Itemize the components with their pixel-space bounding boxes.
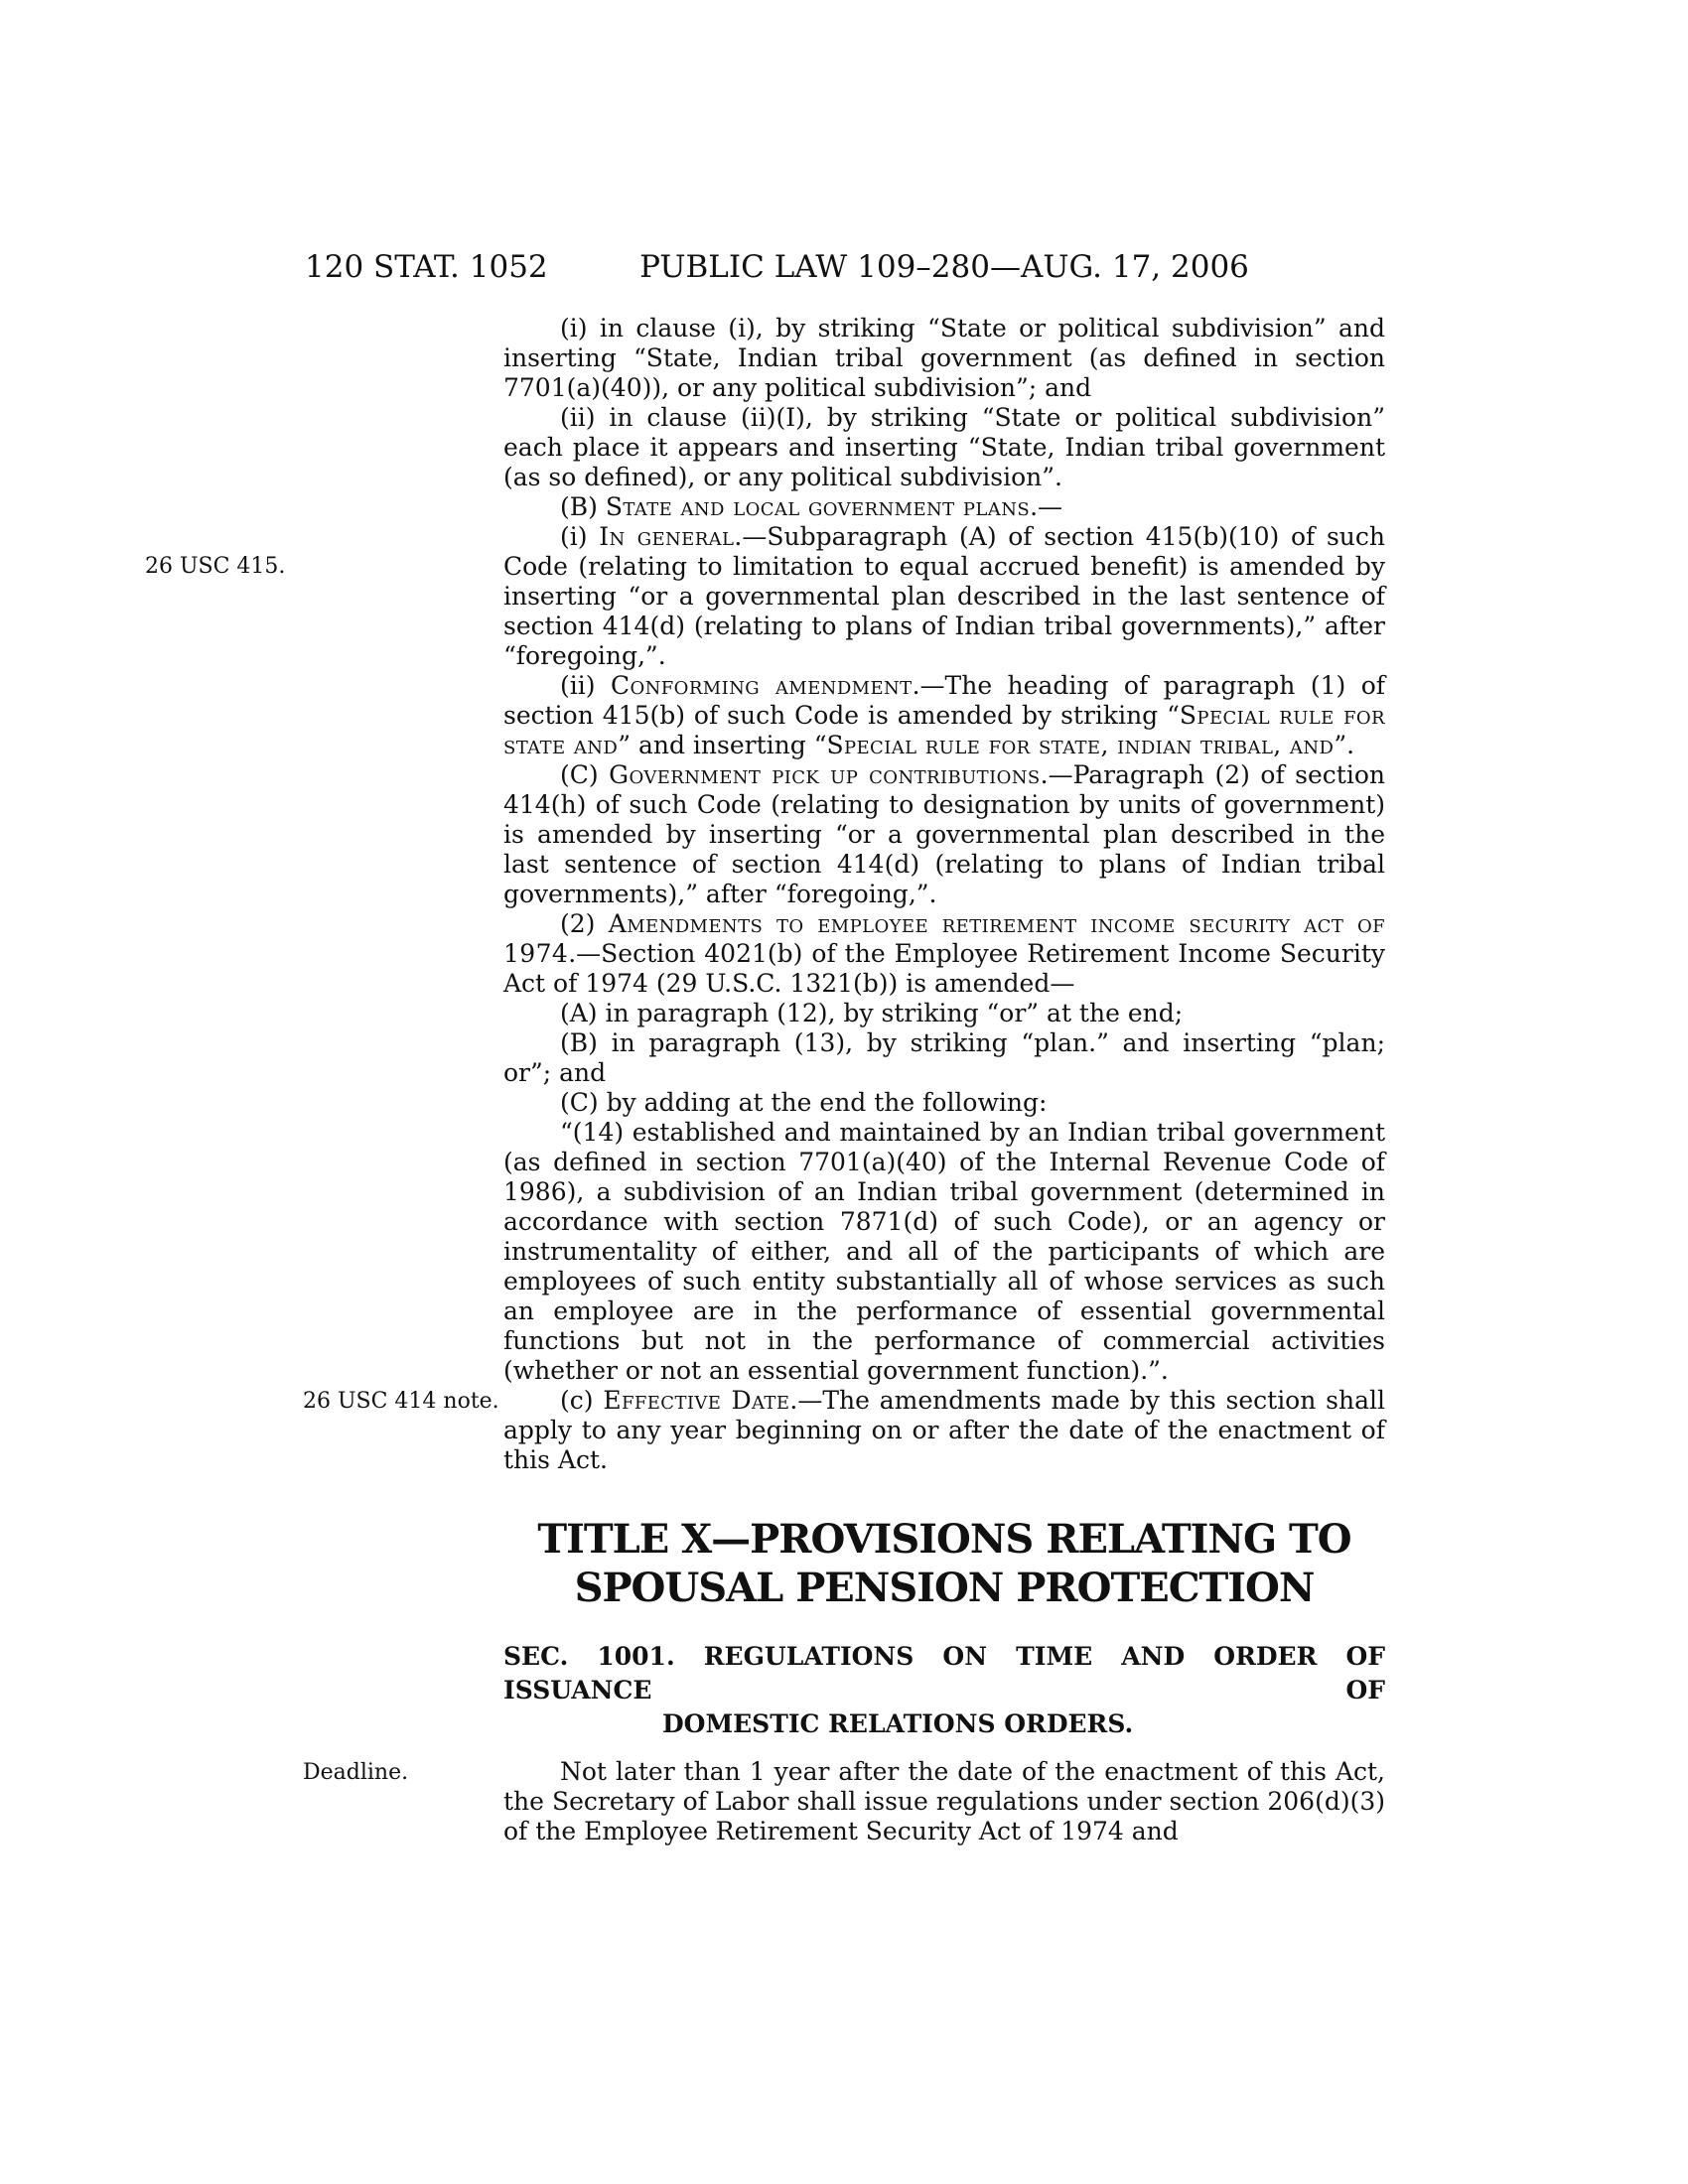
paragraph-text: .—Section 4021(b) of the Employee Retirement Income Security Act of 1974 (29 U.S.C. 1321(b)) is amended—	[503, 939, 1385, 998]
sec-1001-heading-line1: SEC. 1001. REGULATIONS ON TIME AND ORDER OF ISSUANCE OF	[503, 1642, 1385, 1705]
clause-text: .—Subparagraph (A) of section 415(b)(10) of such Code (relating to limitation to equal accrued benefit) is amended by inserting “or a governmental plan described in the last sentence of section 414(d) (relating to plans of Indian tribal governments),” after “foregoing,”.	[503, 522, 1385, 670]
subparagraph-caption: State and local government plans	[605, 492, 1031, 521]
clause-text: (i) in clause (i), by striking “State or political subdivision” and inserting “State, Indian tribal government (as defined in section 7701(a)(40)), or any political subdivision”; and	[503, 314, 1385, 402]
title-x-heading-line2: SPOUSAL PENSION PROTECTION	[574, 1565, 1315, 1611]
subparagraph-label: (C)	[560, 760, 610, 789]
subsection-caption: Effective Date	[603, 1386, 790, 1415]
subsection-text: .—The amendments made by this section shall apply to any year beginning on or after the date of the enactment of this Act.	[503, 1386, 1385, 1474]
clause-ii-conforming-amendment	[503, 671, 1385, 760]
clause-text: (ii) in clause (ii)(I), by striking “State or political subdivision” each place it appears and inserting “State, Indian tribal government (as so defined), or any political subdivision”.	[503, 403, 1385, 491]
clause-label: (i)	[560, 522, 600, 551]
section-body-text: Not later than 1 year after the date of the enactment of this Act, the Secretary of Labor shall issue regulations under section 206(d)(3) of the Employee Retirement Security Act of 1974 and	[503, 1757, 1385, 1845]
clause-label: (ii)	[560, 671, 611, 700]
margin-note-usc-414-note: 26 USC 414 note.	[303, 1389, 499, 1414]
subsection-c-effective-date	[303, 1386, 1385, 1475]
paragraph-2-erisa-amendments	[503, 909, 1385, 999]
page-header-stat-number: 120 STAT. 1052	[305, 249, 548, 285]
subparagraph-b-striking-plan	[503, 1028, 1385, 1088]
subparagraph-text: .—Paragraph (2) of section 414(h) of such Code (relating to designation by units of government) is amended by inserting “or a governmental plan described in the last sentence of section 414(d) (relating to plans of Indian tribal governments),” after “foregoing,”.	[503, 760, 1386, 908]
margin-note-deadline: Deadline.	[303, 1760, 409, 1785]
title-x-heading-line1: TITLE X—PROVISIONS RELATING TO	[537, 1516, 1351, 1563]
quoted-text: “(14) established and maintained by an Indian tribal government (as defined in section 7701(a)(40) of the Internal Revenue Code of 1986), a subdivision of an Indian tribal government (determined in accordance with section 7871(d) of such Code), or an agency or instrumentality of either, and all of the participants of which are employees of such entity substantially all of whose services as such an employee are in the performance of essential governmental functions but not in the performance of commercial activities (whether or not an essential government function).”.	[503, 1118, 1385, 1385]
quoted-heading-old: Special rule for state and	[503, 701, 1386, 759]
sec-1001-heading	[503, 1640, 1385, 1741]
subparagraph-label: (B)	[560, 492, 606, 521]
clause-text: ” and inserting “	[618, 731, 827, 759]
paragraph-caption: Amendments to employee retirement income security act of 1974	[503, 909, 1385, 968]
subparagraph-c-adding-following	[503, 1088, 1385, 1118]
paragraph-label: (2)	[560, 909, 609, 938]
page-header-law-title: PUBLIC LAW 109–280—AUG. 17, 2006	[639, 249, 1249, 285]
clause-caption: In general	[599, 522, 735, 551]
sec-1001-heading-line2: DOMESTIC RELATIONS ORDERS.	[662, 1709, 1134, 1738]
subparagraph-c-pickup-contributions	[503, 760, 1385, 909]
subparagraph-caption: Government pick up contributions	[609, 760, 1041, 789]
title-x-heading	[503, 1515, 1385, 1612]
quoted-paragraph-14	[503, 1118, 1385, 1386]
clause-i-amendment	[503, 314, 1385, 403]
clause-text: .—The heading of paragraph (1) of section 415(b) of such Code is amended by striking “	[503, 671, 1385, 730]
clause-caption: Conforming amendment	[610, 671, 913, 700]
sec-1001-body-paragraph	[303, 1757, 1385, 1846]
statute-text-column	[145, 314, 1386, 1846]
subparagraph-b-heading	[503, 492, 1385, 522]
quoted-heading-new: Special rule for state, indian tribal, and	[826, 731, 1335, 759]
subparagraph-text: (B) in paragraph (13), by striking “plan.” and inserting “plan; or”; and	[503, 1028, 1385, 1087]
margin-note-usc-415: 26 USC 415.	[145, 554, 286, 579]
subsection-label: (c)	[560, 1386, 604, 1415]
dash: .—	[1030, 492, 1063, 521]
clause-i-in-general	[145, 522, 1385, 671]
subparagraph-text: (C) by adding at the end the following:	[560, 1088, 1048, 1117]
clause-ii-amendment	[503, 403, 1385, 492]
subparagraph-a-striking-or	[503, 999, 1385, 1028]
subparagraph-text: (A) in paragraph (12), by striking “or” at the end;	[560, 999, 1184, 1027]
clause-text: ”.	[1334, 731, 1355, 759]
